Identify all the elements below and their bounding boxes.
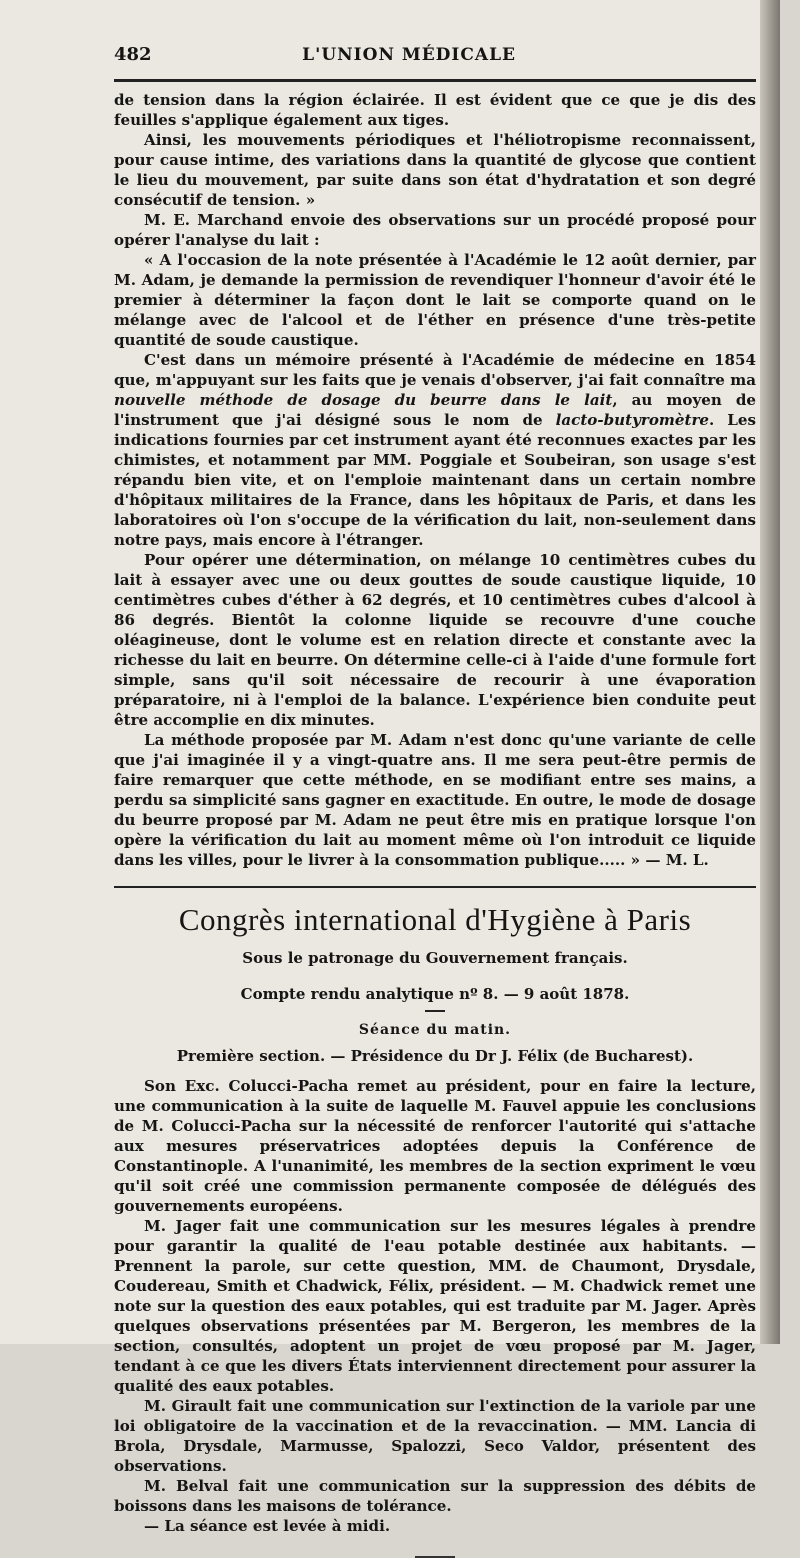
paragraph-2: Ainsi, les mouvements périodiques et l'héliotropisme reconnaissent, pour cause intime, des variations dans la quantité de glycose que contient le lieu du mouvement, par suite dans son état d'hydratation et son degré consécutif de tension. » bbox=[114, 131, 756, 209]
paragraph-1: de tension dans la région éclairée. Il est évident que ce que je dis des feuilles s'applique également aux tiges. bbox=[114, 91, 756, 129]
paragraph-5-part-a: C'est dans un mémoire présenté à l'Académie de médecine en 1854 que, m'appuyant sur les faits que je venais d'observer, j'ai fait connaître ma bbox=[114, 351, 756, 389]
header-rule bbox=[114, 79, 756, 82]
congress-paragraph-3: M. Girault fait une communication sur l'extinction de la variole par une loi obligatoire de la vaccination et de la revaccination. — MM. Lancia di Brola, Drysdale, Marmusse, Spalozzi, Seco Valdor, présentent des observations. bbox=[114, 1397, 756, 1475]
paragraph-6: Pour opérer une détermination, on mélange 10 centimètres cubes du lait à essayer avec une ou deux gouttes de soude caustique liquide, 10 centimètres cubes d'éther à 62 degrés, et 10 centimètres cubes d'alcool à 86 degrés. Bientôt la colonne liquide se recouvre d'une couche oléagineuse, dont le volume est en relation directe et constante avec la richesse du lait en beurre. On détermine celle-ci à l'aide d'une formule fort simple, sans qu'il soit nécessaire de recourir à une évaporation préparatoire, ni à l'emploi de la balance. L'expérience bien conduite peut être accomplie en dix minutes. bbox=[114, 551, 756, 729]
paragraph-5-italic-2: lacto-butyromètre bbox=[555, 411, 710, 429]
section-presidency: Première section. — Présidence du Dr J. Félix (de Bucharest). bbox=[176, 1047, 694, 1065]
page-binding-edge bbox=[760, 0, 780, 1344]
running-title: L'UNION MÉDICALE bbox=[302, 45, 516, 65]
paragraph-5-italic-1: nouvelle méthode de dosage du beurre dans le lait bbox=[114, 391, 613, 409]
paragraph-5-part-c: . Les indications fournies par cet instrument ayant été reconnues exactes par les chimistes, et notamment par MM. Poggiale et Soubeiran, son usage s'est répandu bien vite, et on l'emploie maintenant dans un certain nombre d'hôpitaux militaires de la France, dans les hôpitaux de Paris, et dans les laboratoires où l'on s'occupe de la vérification du lait, non-seulement dans notre pays, mais encore à l'étranger. bbox=[114, 411, 756, 549]
congress-paragraph-1: Son Exc. Colucci-Pacha remet au président, pour en faire la lecture, une communication à la suite de laquelle M. Fauvel appuie les conclusions de M. Colucci-Pacha sur la nécessité de renforcer l'autorité qui s'attache aux mesures préservatrices adoptées depuis la Conférence de Constantinople. A l'unanimité, les membres de la section expriment le vœu qu'il soit créé une commission permanente composée de délégués des gouvernements européens. bbox=[114, 1077, 756, 1215]
paragraph-3: M. E. Marchand envoie des observations sur un procédé proposé pour opérer l'analyse du lait : bbox=[114, 211, 756, 249]
paragraph-4: « A l'occasion de la note présentée à l'Académie le 12 août dernier, par M. Adam, je demande la permission de revendiquer l'honneur d'avoir été le premier à déterminer la façon dont le lait se comporte quand on le mélange avec de l'alcool et de l'éther en présence d'une très-petite quantité de soude caustique. bbox=[114, 251, 756, 349]
paragraph-5-part-b: , au moyen de l'instrument que j'ai désigné sous le nom de bbox=[114, 391, 756, 429]
congress-title: Congrès international d'Hygiène à Paris bbox=[178, 902, 692, 937]
congress-paragraph-5: — La séance est levée à midi. bbox=[144, 1517, 391, 1535]
spacer bbox=[114, 968, 756, 984]
paragraph-5 bbox=[114, 350, 756, 550]
page-number: 482 bbox=[114, 44, 152, 65]
congress-paragraph-4: M. Belval fait une communication sur la suppression des débits de boissons dans les maisons de tolérance. bbox=[114, 1477, 756, 1515]
page-header bbox=[114, 44, 756, 65]
report-line: Compte rendu analytique nº 8. — 9 août 1878. bbox=[240, 985, 630, 1003]
congress-paragraph-2: M. Jager fait une communication sur les mesures légales à prendre pour garantir la qualité de l'eau potable destinée aux habitants. — Prennent la parole, sur cette question, MM. de Chaumont, Drysdale, Coudereau, Smith et Chadwick, Félix, président. — M. Chadwick remet une note sur la question des eaux potables, qui est traduite par M. Jager. Après quelques observations présentées par M. Bergeron, les membres de la section, consultés, adoptent un projet de vœu proposé par M. Jager, tendant à ce que les divers États interviennent directement pour assurer la qualité des eaux potables. bbox=[114, 1217, 756, 1395]
paragraph-7: La méthode proposée par M. Adam n'est donc qu'une variante de celle que j'ai imaginée il y a vingt-quatre ans. Il me sera peut-être permis de faire remarquer que cette méthode, en se modifiant entre ses mains, a perdu sa simplicité sans gagner en exactitude. En outre, le mode de dosage du beurre proposé par M. Adam ne peut être mis en pratique lorsque l'on opère la vérification du lait au moment même où l'on introduit ce liquide dans les villes, pour le livrer à la consommation publique..... » — M. L. bbox=[114, 731, 756, 869]
section-rule bbox=[114, 886, 756, 888]
dash-divider bbox=[425, 1010, 445, 1012]
congress-subtitle: Sous le patronage du Gouvernement français. bbox=[242, 949, 628, 967]
spacer bbox=[114, 1066, 756, 1076]
session-heading: Séance du matin. bbox=[358, 1022, 512, 1038]
